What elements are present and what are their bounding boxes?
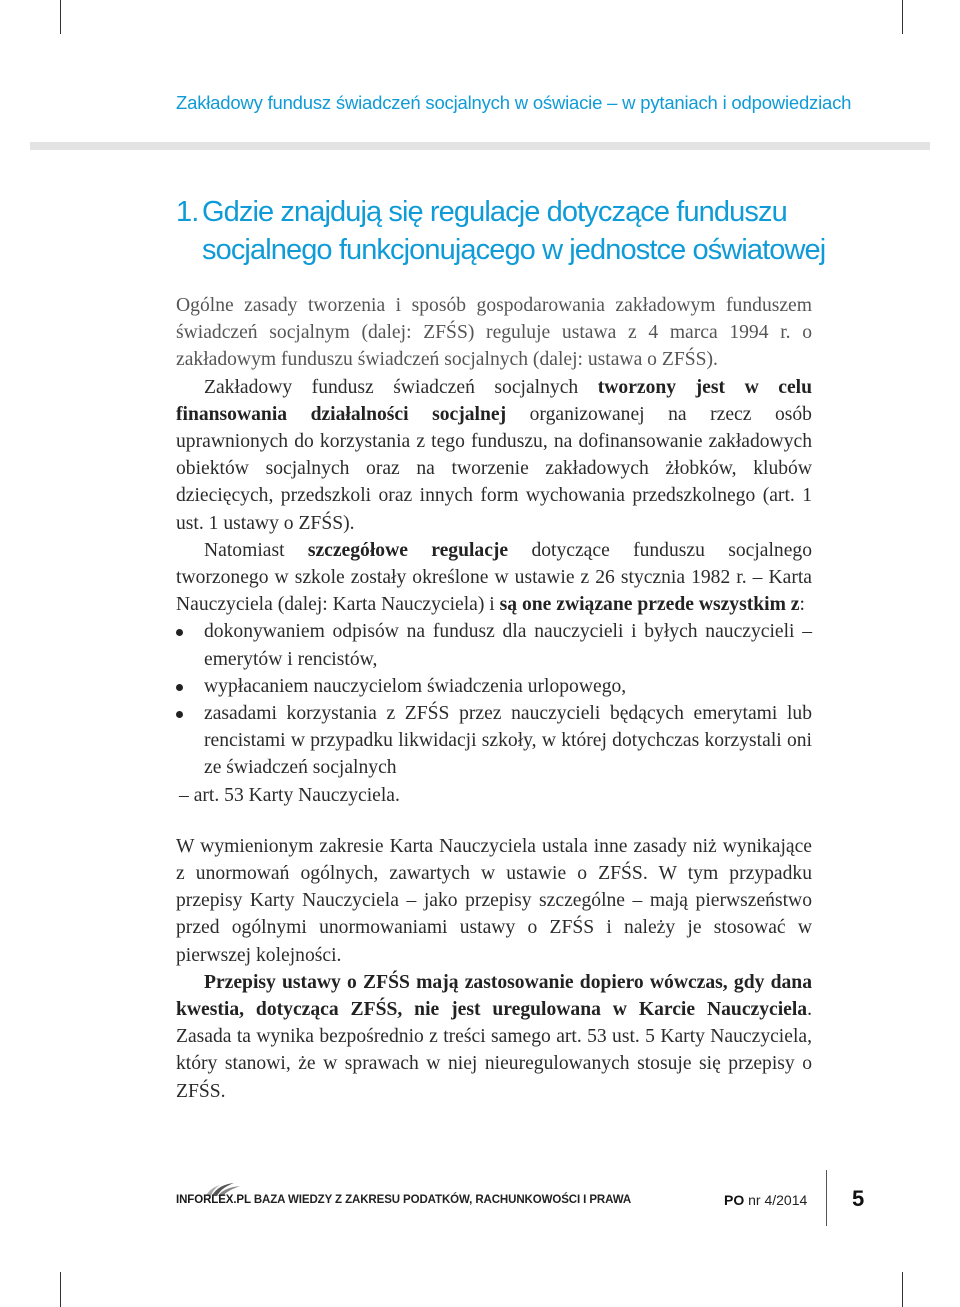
paragraph-purpose — [176, 374, 812, 537]
bullet-text: dokonywaniem odpisów na fundusz dla nauczycieli i byłych nauczycieli – emerytów i rencistów, — [204, 621, 812, 670]
footer-brand: INFORLEX.PL — [176, 1194, 251, 1206]
bullet-item — [176, 618, 812, 672]
section-title-line1: Gdzie znajdują się regulacje dotyczące funduszu — [202, 196, 787, 228]
paragraph-zfss-applicability — [176, 969, 812, 1105]
page-footer — [176, 1182, 865, 1222]
p2-text-mid: dotyczące funduszu socjalnego tworzonego w szkole zostały określone w ustawie z 26 stycznia 1982 r. – Karta Nauczyciela (dalej: Karta Nauczyciela) i — [176, 539, 812, 616]
crop-mark-bottom-right — [902, 1272, 903, 1307]
bullet-dot — [176, 629, 183, 636]
page-number: 5 — [852, 1186, 865, 1211]
footer-tagline — [176, 1194, 631, 1206]
bullet-dot — [176, 684, 183, 691]
p1-bold: tworzony jest w celu finansowania działalności socjalnej — [176, 376, 812, 425]
running-header: Zakładowy fundusz świadczeń socjalnych w oświacie – w pytaniach i odpowiedziach — [176, 92, 852, 113]
p2-bold2: są one związane przede wszystkim z — [499, 594, 800, 616]
article-body — [176, 292, 812, 1105]
bullet-text: wypłacaniem nauczycielom świadczenia urlopowego, — [204, 675, 627, 697]
p2-text-post: : — [799, 594, 805, 616]
bullets-reference: – art. 53 Karty Nauczyciela. — [179, 784, 400, 806]
paragraph-detailed-regulations — [176, 537, 812, 619]
bullet-dot — [176, 711, 183, 718]
section-title — [176, 193, 836, 269]
issue-prefix: PO — [724, 1192, 745, 1208]
p4-bold: Przepisy ustawy o ZFŚS mają zastosowanie dopiero wówczas, gdy dana kwestia, dotycząca ZFŚS, nie jest uregulowana w Karcie Nauczyciela — [176, 971, 812, 1021]
bullet-item — [176, 673, 812, 700]
crop-mark-bottom-left — [60, 1272, 61, 1307]
section-title-line2: socjalnego funkcjonującego w jednostce oświatowej — [202, 234, 826, 266]
paragraph-karta-rules: W wymienionym zakresie Karta Nauczyciela ustala inne zasady niż wynikające z unormowań ogólnych, zawartych w ustawie o ZFŚS. W tym przypadku przepisy Karty Nauczyciela – jako przepisy szczególne – mają pierwszeństwo przed ogólnymi unormowaniami ustawy o ZFŚS i należy je stosować w pierwszej kolejności. — [176, 835, 812, 966]
p2-bold1: szczegółowe regulacje — [307, 539, 509, 561]
intro-paragraph: Ogólne zasady tworzenia i sposób gospodarowania zakładowym funduszem świadczeń socjalnym (dalej: ZFŚS) reguluje ustawa z 4 marca 1994 r. o zakładowym funduszu świadczeń socjalnych (dalej: ustawa o ZFŚS). — [176, 295, 812, 371]
bullet-text: zasadami korzystania z ZFŚS przez nauczycieli będących emerytami lub rencistami w przypadku likwidacji szkoły, w której dotychczas korzystali oni ze świadczeń socjalnych — [204, 703, 812, 779]
section-number: 1. — [176, 196, 199, 228]
footer-separator — [826, 1170, 827, 1226]
crop-mark-top-right — [902, 0, 903, 34]
bullet-list — [176, 618, 812, 781]
p2-text-pre: Natomiast — [204, 539, 308, 561]
header-rule — [30, 142, 930, 150]
footer-tagline-text: BAZA WIEDZY Z ZAKRESU PODATKÓW, RACHUNKOWOŚCI I PRAWA — [253, 1194, 632, 1206]
p1-text-pre: Zakładowy fundusz świadczeń socjalnych — [204, 376, 598, 398]
p1-text-post: organizowanej na rzecz osób uprawnionych do korzystania z tego funduszu, na dofinansowanie zakładowych obiektów socjalnych oraz na tworzenie zakładowych żłobków, klubów dziecięcych, przedszkoli oraz innych form wychowania przedszkolnego (art. 1 ust. 1 ustawy o ZFŚS). — [176, 403, 812, 534]
p4-text-post: . Zasada ta wynika bezpośrednio z treści samego art. 53 ust. 5 Karty Nauczyciela, który stanowi, że w sprawach w niej nieuregulowanych stosuje się przepisy o ZFŚS. — [176, 999, 812, 1102]
footer-issue — [724, 1192, 807, 1208]
bullet-item — [176, 700, 812, 782]
issue-number: nr 4/2014 — [748, 1192, 808, 1208]
crop-mark-top-left — [60, 0, 61, 34]
